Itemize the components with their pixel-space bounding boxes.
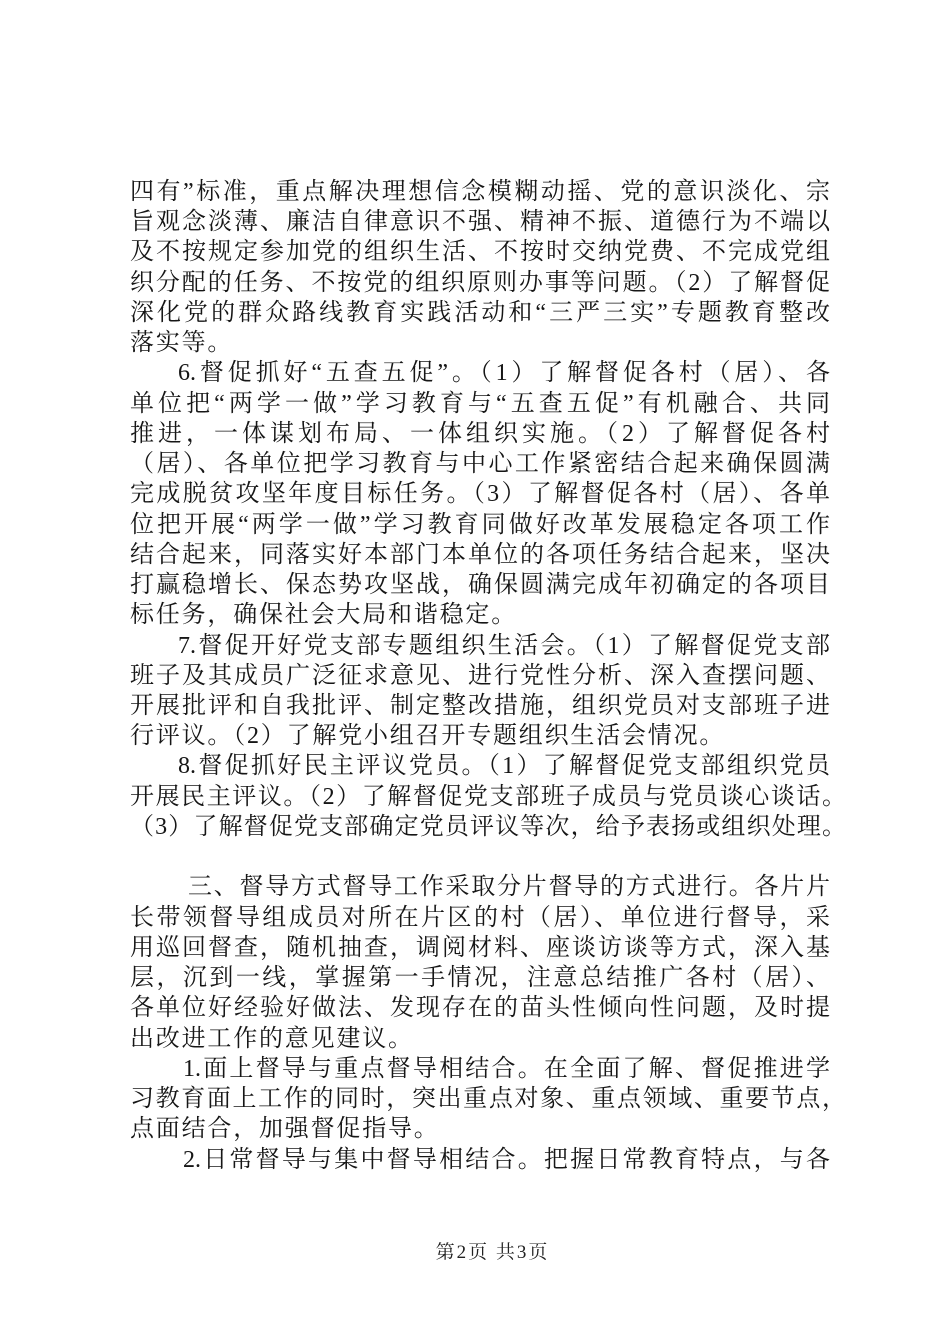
paragraph: [130, 631, 830, 752]
text-line: 7.督促开好党支部专题组织生活会。（1）了解督促党支部: [178, 632, 830, 659]
text-line: 习教育面上工作的同时，突出重点对象、重点领域、重要节点，: [130, 1086, 846, 1113]
text-line: 开展批评和自我批评、制定整改措施，组织党员对支部班子进: [130, 692, 830, 719]
text-line: 用巡回督查，随机抽查，调阅材料、座谈访谈等方式，深入基: [130, 934, 830, 961]
paragraph: [130, 1145, 830, 1175]
paragraph: [130, 751, 846, 842]
text-line: 打赢稳增长、保态势攻坚战，确保圆满完成年初确定的各项目: [130, 572, 830, 599]
paragraph-gap: [130, 842, 830, 872]
text-line: （居）、各单位把学习教育与中心工作紧密结合起来确保圆满: [130, 451, 830, 478]
text-line: 落实等。: [130, 330, 234, 357]
text-line: 长带领督导组成员对所在片区的村（居）、单位进行督导，采: [130, 904, 830, 931]
text-line: 开展民主评议。（2）了解督促党支部班子成员与党员谈心谈话。: [130, 783, 846, 810]
text-line: 8.督促抓好民主评议党员。（1）了解督促党支部组织党员: [178, 753, 830, 780]
text-line: 1.面上督导与重点督导相结合。在全面了解、督促推进学: [183, 1055, 830, 1082]
text-line: 结合起来，同落实好本部门本单位的各项任务结合起来，坚决: [130, 541, 830, 568]
text-line: 三、督导方式督导工作采取分片督导的方式进行。各片片: [188, 874, 830, 901]
text-line: 层，沉到一线，掌握第一手情况，注意总结推广各村（居）、: [130, 965, 830, 992]
text-line: 位把开展“两学一做”学习教育同做好改革发展稳定各项工作: [130, 511, 830, 538]
text-line: 各单位好经验好做法、发现存在的苗头性倾向性问题，及时提: [130, 995, 830, 1022]
text-line: 及不按规定参加党的组织生活、不按时交纳党费、不完成党组: [130, 239, 830, 266]
text-line: 四有”标准，重点解决理想信念模糊动摇、党的意识淡化、宗: [130, 179, 830, 205]
text-line: 旨观念淡薄、廉洁自律意识不强、精神不振、道德行为不端以: [130, 209, 830, 236]
text-line: 6.督促抓好“五查五促”。（1）了解督促各村（居）、各: [178, 360, 830, 387]
document-body: [130, 177, 846, 1175]
text-line: 标任务，确保社会大局和谐稳定。: [130, 602, 517, 629]
text-line: 深化党的群众路线教育实践活动和“三严三实”专题教育整改: [130, 299, 830, 326]
text-line: 点面结合，加强督促指导。: [130, 1116, 440, 1143]
text-line: 推进，一体谋划布局、一体组织实施。（2）了解督促各村: [130, 420, 830, 447]
text-line: （3）了解督促党支部确定党员评议等次，给予表扬或组织处理。: [130, 813, 846, 840]
text-line: 2.日常督导与集中督导相结合。把握日常教育特点，与各: [183, 1146, 830, 1173]
text-line: 班子及其成员广泛征求意见、进行党性分析、深入查摆问题、: [130, 662, 830, 689]
paragraph: [130, 1054, 846, 1145]
text-line: 出改进工作的意见建议。: [130, 1025, 414, 1052]
text-line: 完成脱贫攻坚年度目标任务。（3）了解督促各村（居）、各单: [130, 481, 830, 508]
paragraph: [130, 872, 830, 1053]
page-footer: 第2页 共3页: [435, 1242, 550, 1263]
text-line: 行评议。（2）了解党小组召开专题组织生活会情况。: [130, 723, 726, 750]
paragraph: [130, 177, 830, 358]
text-line: 织分配的任务、不按党的组织原则办事等问题。（2）了解督促: [130, 269, 830, 296]
text-line: 单位把“两学一做”学习教育与“五查五促”有机融合、共同: [130, 390, 830, 417]
paragraph: [130, 358, 830, 630]
